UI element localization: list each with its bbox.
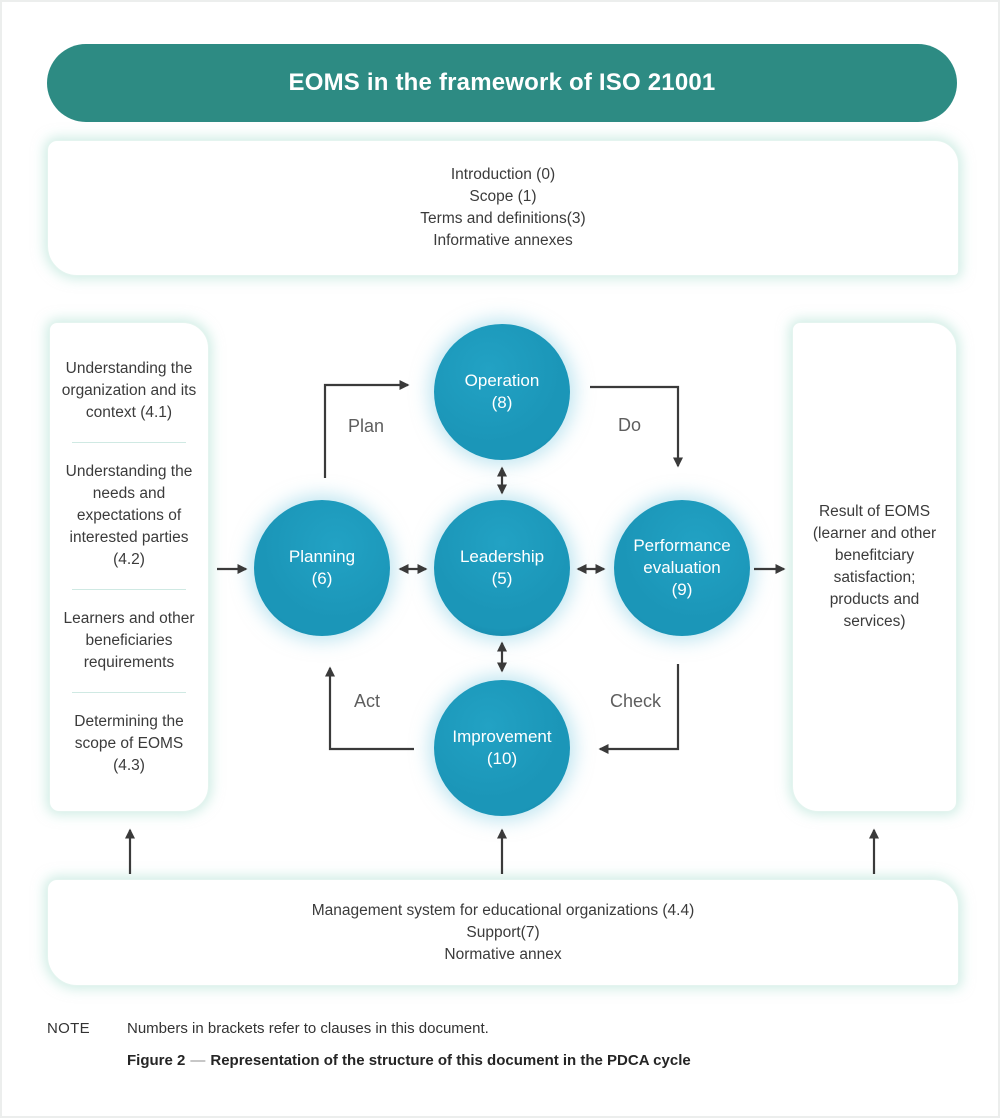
circle-operation	[434, 324, 570, 460]
context-item: Learners and other beneficiaries requirements	[63, 609, 195, 671]
context-item: Understanding the organization and its context (4.1)	[61, 359, 197, 421]
circle-clause: (6)	[311, 569, 333, 588]
support-box-line: Management system for educational organizations (4.4)	[311, 901, 695, 919]
page-title: EOMS in the framework of ISO 21001	[288, 69, 716, 96]
circle-clause: (8)	[491, 393, 513, 412]
divider	[72, 589, 186, 590]
figure-caption	[127, 1052, 691, 1069]
circle-label: Planning	[288, 547, 356, 567]
circle-label: Performance evaluation	[633, 536, 731, 578]
circle-clause: (9)	[671, 579, 693, 599]
title-banner	[47, 44, 957, 122]
context-item: Determining the scope of EOMS (4.3)	[74, 712, 184, 774]
note-row	[47, 1020, 489, 1037]
context-box	[49, 322, 209, 812]
label-do: Do	[618, 415, 642, 435]
divider	[72, 442, 186, 443]
results-box	[792, 322, 957, 812]
top-box-line: Terms and definitions(3)	[420, 210, 586, 227]
figure-text: Representation of the structure of this document in the PDCA cycle	[210, 1052, 691, 1069]
label-plan: Plan	[348, 416, 385, 436]
circle-performance-evaluation	[614, 500, 750, 636]
divider	[72, 692, 186, 693]
circle-label: Operation	[464, 371, 540, 391]
figure-dash: —	[190, 1052, 206, 1069]
circle-planning	[254, 500, 390, 636]
label-act: Act	[354, 691, 381, 711]
circle-leadership	[434, 500, 570, 636]
top-clauses-box	[47, 140, 959, 276]
support-box-line: Normative annex	[444, 945, 562, 963]
support-box	[47, 879, 959, 986]
note-label: NOTE	[47, 1020, 90, 1037]
label-check: Check	[610, 691, 662, 711]
circle-label: Improvement	[452, 727, 552, 747]
top-box-line: Scope (1)	[469, 188, 537, 205]
circle-clause: (5)	[491, 569, 513, 588]
circle-label: Leadership	[459, 547, 545, 567]
figure-label: Figure 2	[127, 1052, 186, 1069]
note-text: Numbers in brackets refer to clauses in this document.	[127, 1020, 489, 1037]
top-box-line: Introduction (0)	[450, 166, 556, 183]
context-item: Understanding the needs and expectations of interested parties (4.2)	[65, 462, 193, 568]
results-text: Result of EOMS (learner and other benefitciary satisfaction; products and services)	[812, 503, 937, 630]
circle-clause: (10)	[486, 749, 518, 768]
circle-improvement	[434, 680, 570, 816]
support-box-line: Support(7)	[466, 923, 540, 941]
top-box-line: Informative annexes	[433, 232, 573, 249]
